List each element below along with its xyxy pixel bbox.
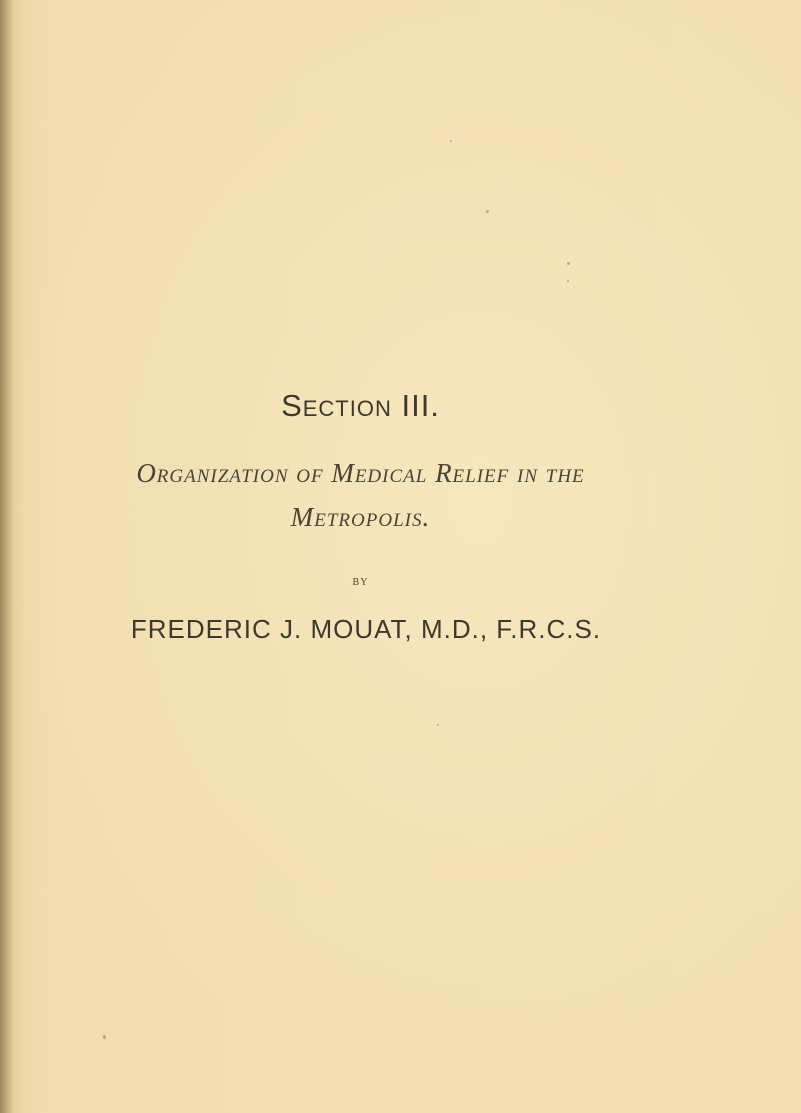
paper-speck [103, 1035, 106, 1039]
section-subtitle-line-1: Organization of Medical Relief in the [136, 458, 585, 488]
by-label: BY [352, 577, 369, 588]
paper-speck [567, 262, 570, 265]
paper-speck [567, 280, 569, 282]
paper-speck [437, 724, 439, 726]
section-subtitle-line-2: Metropolis. [290, 502, 431, 532]
author-name: FREDERIC J. MOUAT, M.D., F.R.C.S. [130, 614, 602, 644]
paper-speck [450, 140, 452, 142]
binding-gutter-shadow [0, 0, 14, 1113]
paper-speck [486, 210, 489, 213]
section-title: Section III. [281, 388, 440, 423]
